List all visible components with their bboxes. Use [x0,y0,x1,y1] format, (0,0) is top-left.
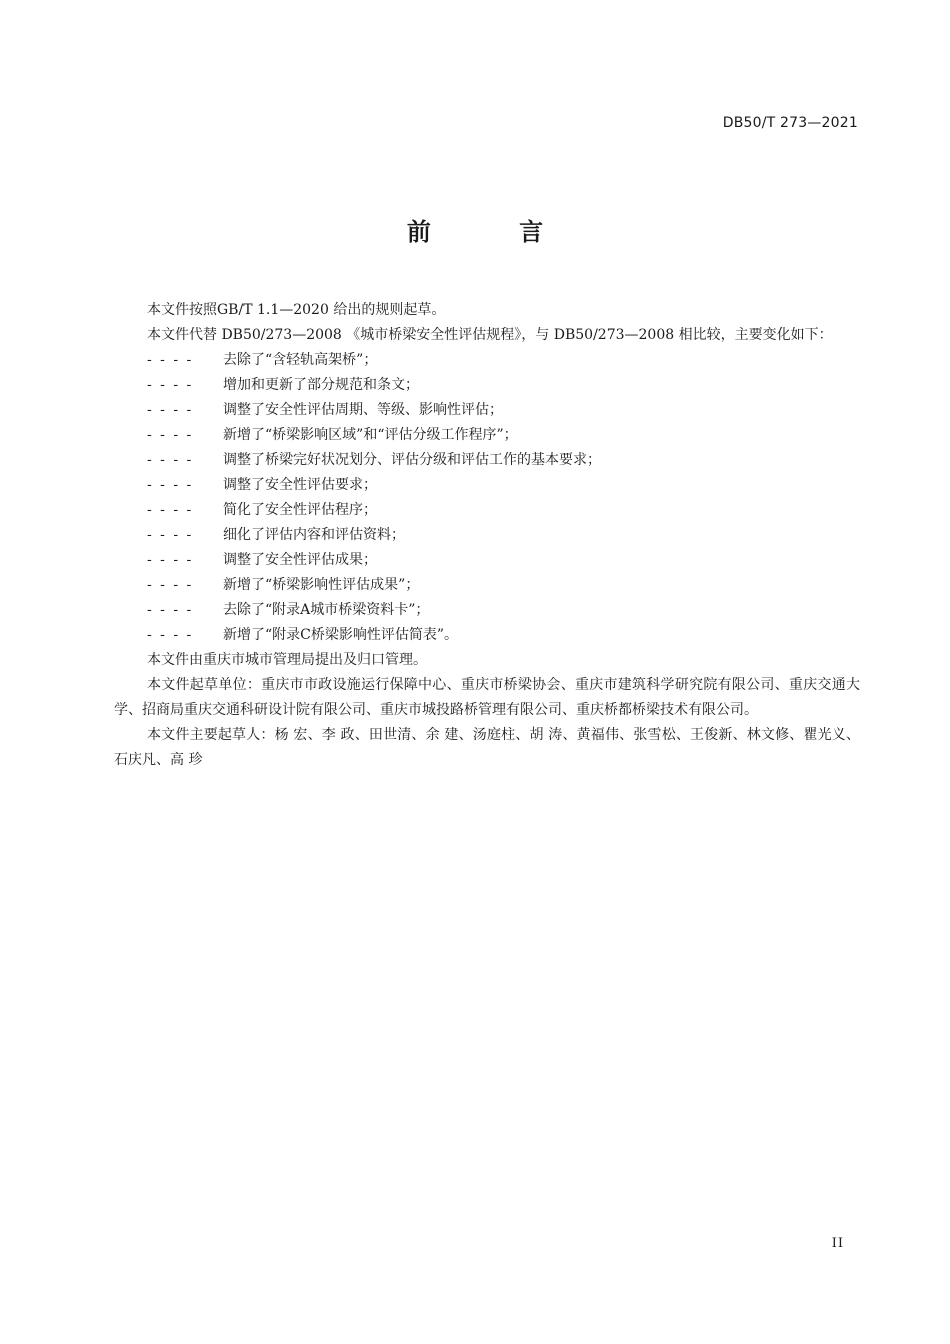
page-number: II [831,1236,844,1251]
list-item [114,598,860,623]
dash-marker: - - - - [147,527,194,543]
list-item [114,498,860,523]
dash-marker: - - - - [147,427,194,443]
list-item [114,473,860,498]
list-item-text: 调整了桥梁完好状况划分、评估分级和评估工作的基本要求； [223,452,601,468]
list-item [114,348,860,373]
list-item [114,548,860,573]
document-body [114,298,860,773]
list-item-text: 调整了安全性评估成果； [223,552,377,568]
paragraph-drafters: 本文件主要起草人：杨 宏、李 政、田世清、余 建、汤庭柱、胡 涛、黄福伟、张雪松、王俊新、林文修、瞿光义、石庆凡、高 珍 [114,727,860,768]
dash-marker: - - - - [147,602,194,618]
list-item-text: 增加和更新了部分规范和条文； [223,377,419,393]
dash-marker: - - - - [147,352,194,368]
list-item-text: 调整了安全性评估周期、等级、影响性评估； [223,402,503,418]
dash-marker: - - - - [147,627,194,643]
list-item [114,398,860,423]
paragraph-drafting-units: 本文件起草单位：重庆市市政设施运行保障中心、重庆市桥梁协会、重庆市建筑科学研究院有限公司、重庆交通大学、招商局重庆交通科研设计院有限公司、重庆市城投路桥管理有限公司、重庆桥都桥梁技术有限公司。 [114,677,860,718]
list-item [114,623,860,648]
change-list [114,348,860,648]
dash-marker: - - - - [147,377,194,393]
paragraph-replacement: 本文件代替 DB50/273—2008 《城市桥梁安全性评估规程》，与 DB50/273—2008 相比较，主要变化如下： [147,327,833,343]
list-item-text: 新增了“桥梁影响性评估成果”； [223,577,420,593]
list-item-text: 细化了评估内容和评估资料； [223,527,405,543]
list-item-text: 去除了“含轻轨高架桥”； [223,352,378,368]
dash-marker: - - - - [147,402,194,418]
list-item-text: 新增了“桥梁影响区域”和“评估分级工作程序”； [223,427,518,443]
list-item-text: 新增了“附录C桥梁影响性评估简表”。 [223,627,459,643]
list-item-text: 简化了安全性评估程序； [223,502,377,518]
list-item-text: 去除了“附录A城市桥梁资料卡”； [223,602,430,618]
document-code: DB50/T 273—2021 [722,115,858,131]
list-item-text: 调整了安全性评估要求； [223,477,377,493]
dash-marker: - - - - [147,452,194,468]
dash-marker: - - - - [147,577,194,593]
list-item [114,448,860,473]
page-title: 前 言 [406,218,584,246]
list-item [114,523,860,548]
dash-marker: - - - - [147,552,194,568]
dash-marker: - - - - [147,502,194,518]
list-item [114,573,860,598]
list-item [114,423,860,448]
list-item [114,373,860,398]
paragraph-management: 本文件由重庆市城市管理局提出及归口管理。 [147,652,427,668]
dash-marker: - - - - [147,477,194,493]
paragraph-drafting-rules: 本文件按照GB/T 1.1—2020 给出的规则起草。 [147,302,446,318]
